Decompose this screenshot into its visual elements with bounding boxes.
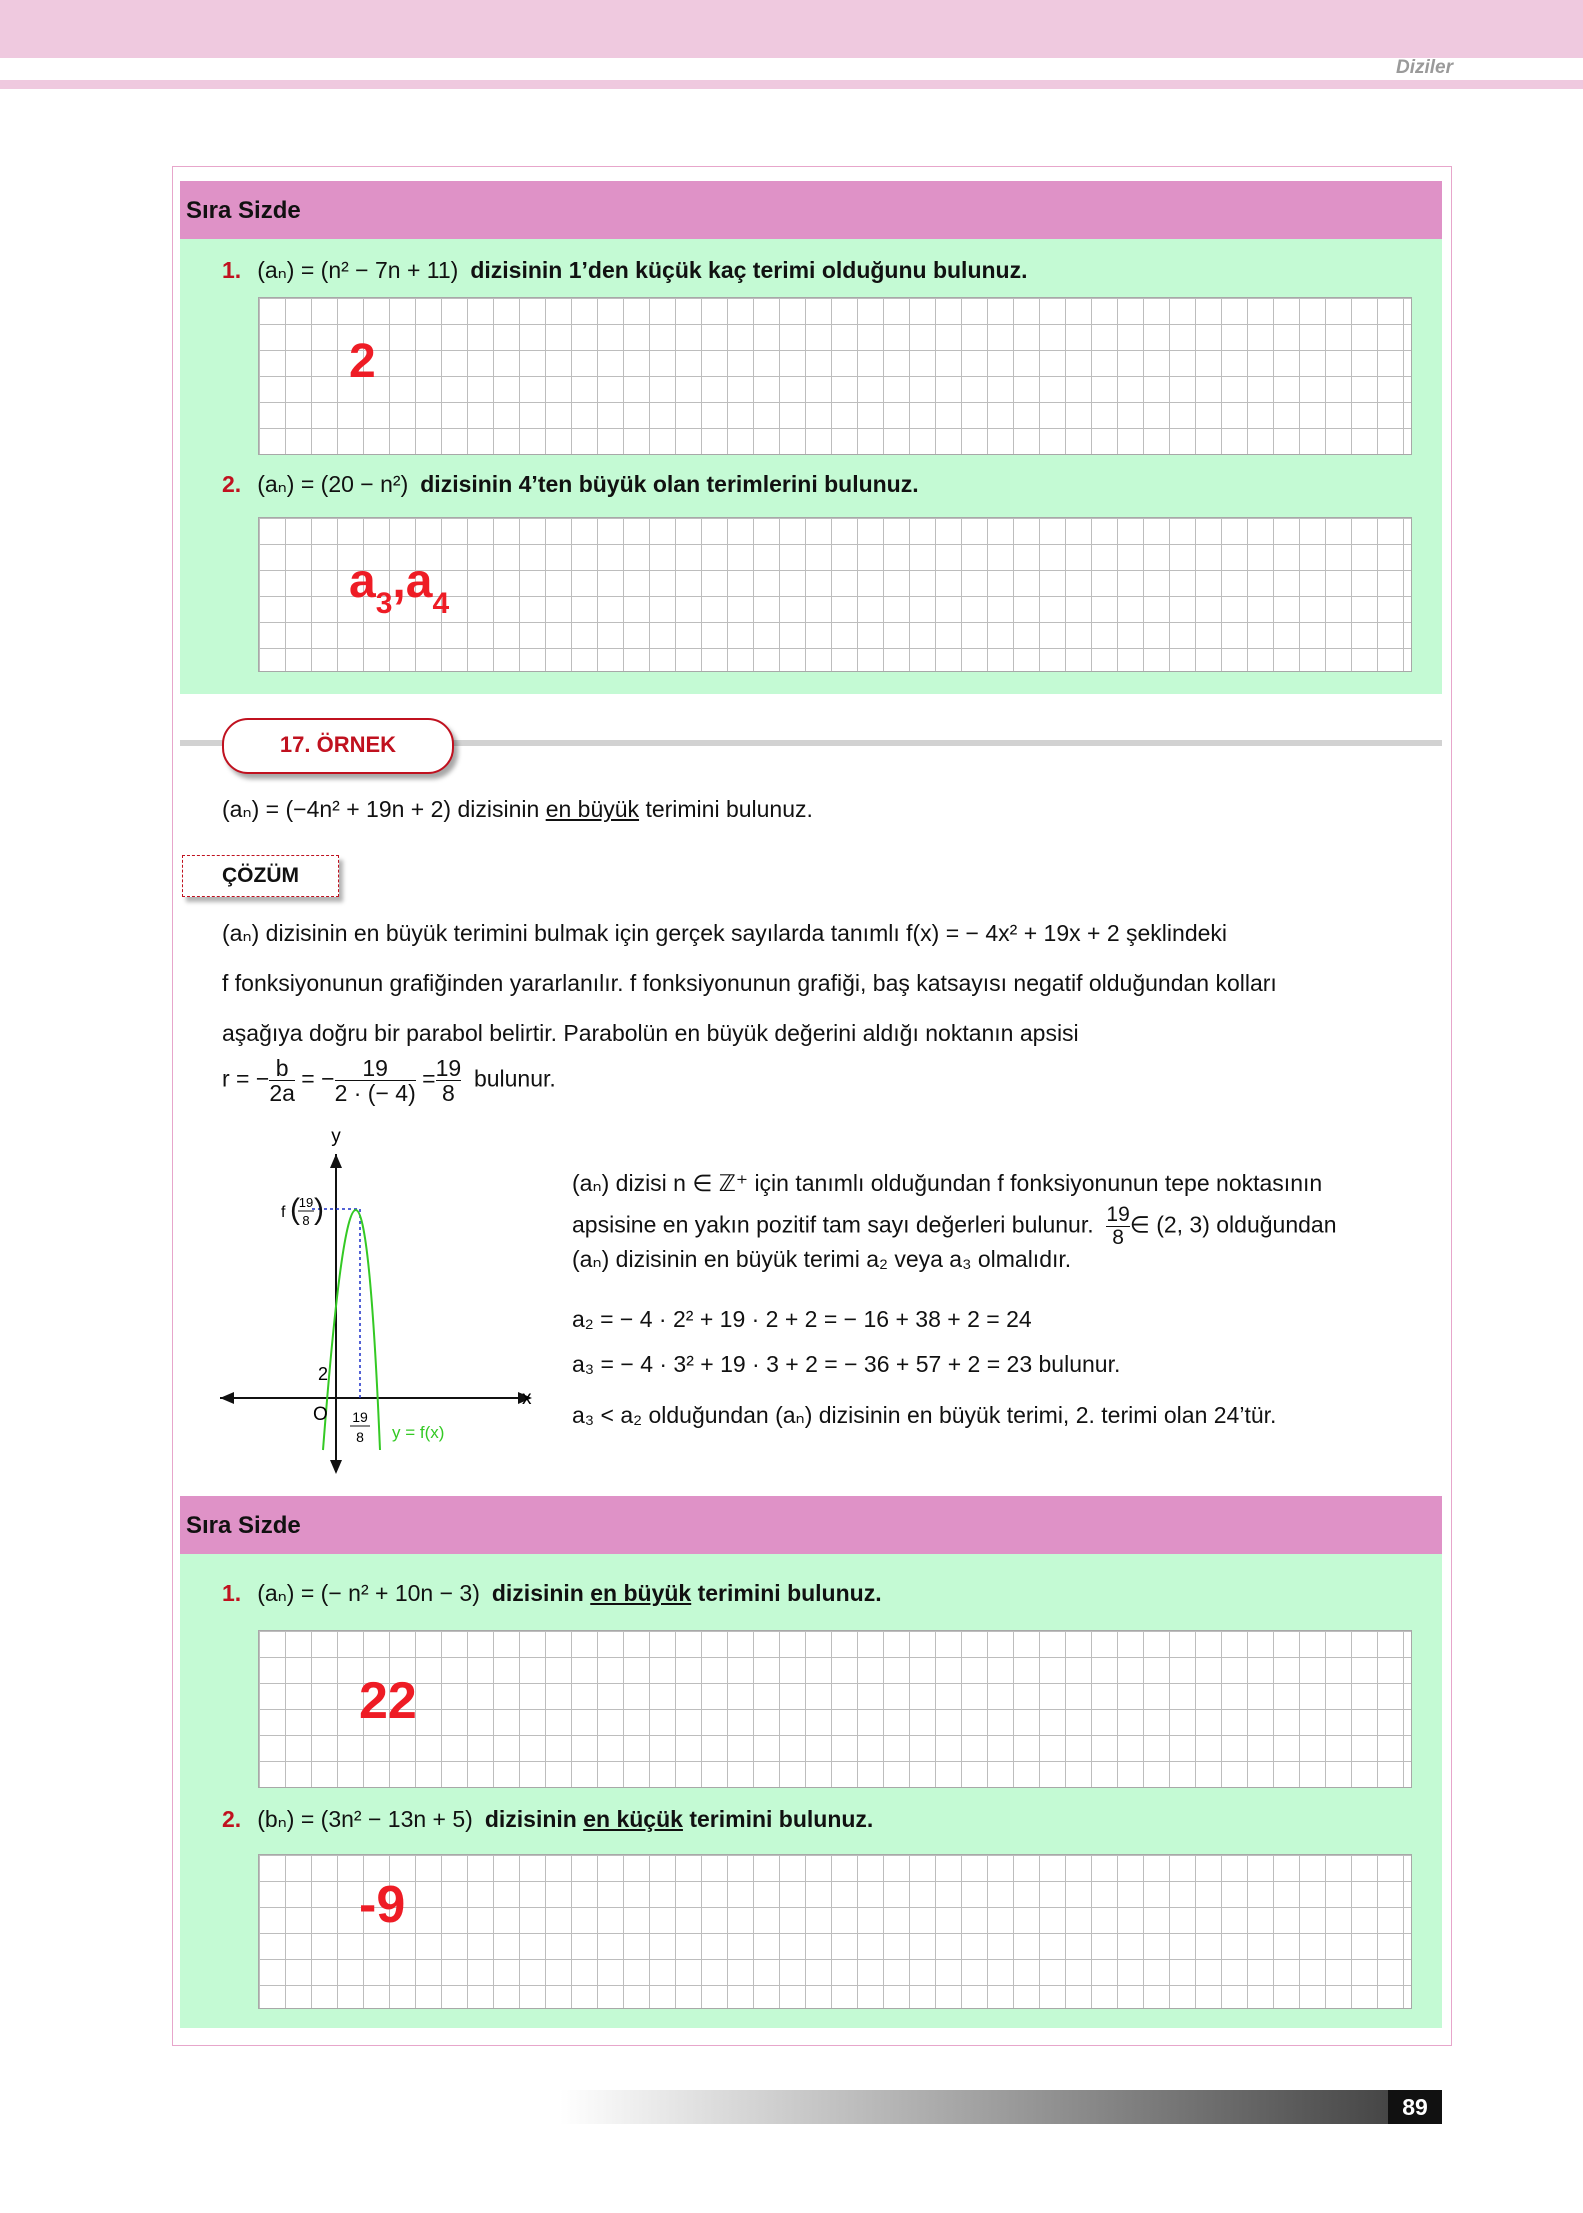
answer-grid-4[interactable] xyxy=(258,1854,1412,2009)
curve-label: y = f(x) xyxy=(392,1423,445,1442)
example-label: 17. ÖRNEK xyxy=(222,718,454,774)
explain-line-1: (aₙ) dizisi n ∈ ℤ⁺ için tanımlı olduğundan f fonksiyonunun tepe noktasının xyxy=(572,1170,1323,1196)
explain-line-2: apsisine en yakın pozitif tam sayı değerleri bulunur. $\frac{19}{8}$ ∈ (2, 3) olduğundan xyxy=(572,1203,1337,1250)
solution-label: ÇÖZÜM xyxy=(182,855,339,897)
page-bar xyxy=(560,2090,1442,2124)
conclusion: a₃ < a₂ olduğundan (aₙ) dizisinin en büyük terimi, 2. terimi olan 24’tür. xyxy=(572,1402,1277,1428)
question-2: 2. (aₙ) = (20 − n²) dizisinin 4’ten büyük olan terimlerini bulunuz. xyxy=(222,471,919,497)
f-frac-num: 19 xyxy=(298,1195,314,1210)
example-statement: (aₙ) = (−4n² + 19n + 2) dizisinin en büyük terimini bulunuz. xyxy=(222,796,813,822)
equation-a2: a₂ = − 4 · 2² + 19 · 2 + 2 = − 16 + 38 + 2 = 24 xyxy=(572,1306,1032,1332)
y-tick-2: 2 xyxy=(318,1364,329,1384)
explain-line-3: (aₙ) dizisinin en büyük terimi a₂ veya a₃ olmalıdır. xyxy=(572,1246,1072,1272)
y-axis-arrow-up xyxy=(330,1154,342,1168)
answer-1: 2 xyxy=(349,335,376,388)
answer-grid-3[interactable] xyxy=(258,1630,1412,1788)
solution-line-1: (aₙ) dizisinin en büyük terimini bulmak için gerçek sayılarda tanımlı f(x) = − 4x² + 19x + 2 şeklindeki xyxy=(222,920,1228,946)
solution-line-3: aşağıya doğru bir parabol belirtir. Parabolün en büyük değerini aldığı noktanın apsisi xyxy=(222,1020,1079,1046)
x-label: x xyxy=(522,1388,532,1409)
sira-sizde-body-2 xyxy=(180,1554,1442,2028)
question-1: 1. (aₙ) = (n² − 7n + 11) dizisinin 1’den küçük kaç terimi olduğunu bulunuz. xyxy=(222,257,1028,283)
parabola-graph xyxy=(210,1120,550,1480)
sira-sizde-header-2: Sıra Sizde xyxy=(180,1496,1442,1554)
answer-2: $a_3,a_4$ xyxy=(349,555,450,620)
solution-line-2: f fonksiyonunun grafiğinden yararlanılır. f fonksiyonunun grafiği, baş katsayısı negatif olduğundan kolları xyxy=(222,970,1277,996)
answer-4: -9 xyxy=(359,1876,406,1934)
chapter-title: Diziler xyxy=(1395,57,1453,78)
f-label: f xyxy=(281,1204,286,1221)
svg-text:): ) xyxy=(314,1193,324,1226)
x-frac-den: 8 xyxy=(356,1429,364,1445)
sira-sizde-body-1 xyxy=(180,239,1442,694)
sira-sizde-header-1: Sıra Sizde xyxy=(180,181,1442,239)
solution-line-4: r = − $\frac{b}{2a}$ = − $\frac{19}{2 \cdot (- 4)}$ = $\frac{19}{8}$ bulunur. xyxy=(222,1055,556,1107)
origin-label: O xyxy=(313,1404,328,1425)
svg-text:(: ( xyxy=(290,1193,300,1226)
x-frac-num: 19 xyxy=(352,1409,368,1425)
answer-grid-1[interactable] xyxy=(258,297,1412,455)
f-frac-den: 8 xyxy=(302,1213,310,1228)
question-4: 2. (bₙ) = (3n² − 13n + 5) dizisinin en küçük terimini bulunuz. xyxy=(222,1806,874,1832)
answer-3: 22 xyxy=(359,1672,417,1730)
top-line xyxy=(0,80,1583,89)
top-band xyxy=(0,0,1583,58)
equation-a3: a₃ = − 4 · 3² + 19 · 3 + 2 = − 36 + 57 + 2 = 23 bulunur. xyxy=(572,1351,1121,1377)
question-3: 1. (aₙ) = (− n² + 10n − 3) dizisinin en büyük terimini bulunuz. xyxy=(222,1580,882,1606)
y-label: y xyxy=(331,1126,341,1147)
x-axis-arrow-left xyxy=(220,1392,234,1404)
page-number: 89 xyxy=(1388,2090,1442,2124)
y-axis-arrow-down xyxy=(330,1460,342,1474)
answer-grid-2[interactable] xyxy=(258,517,1412,672)
